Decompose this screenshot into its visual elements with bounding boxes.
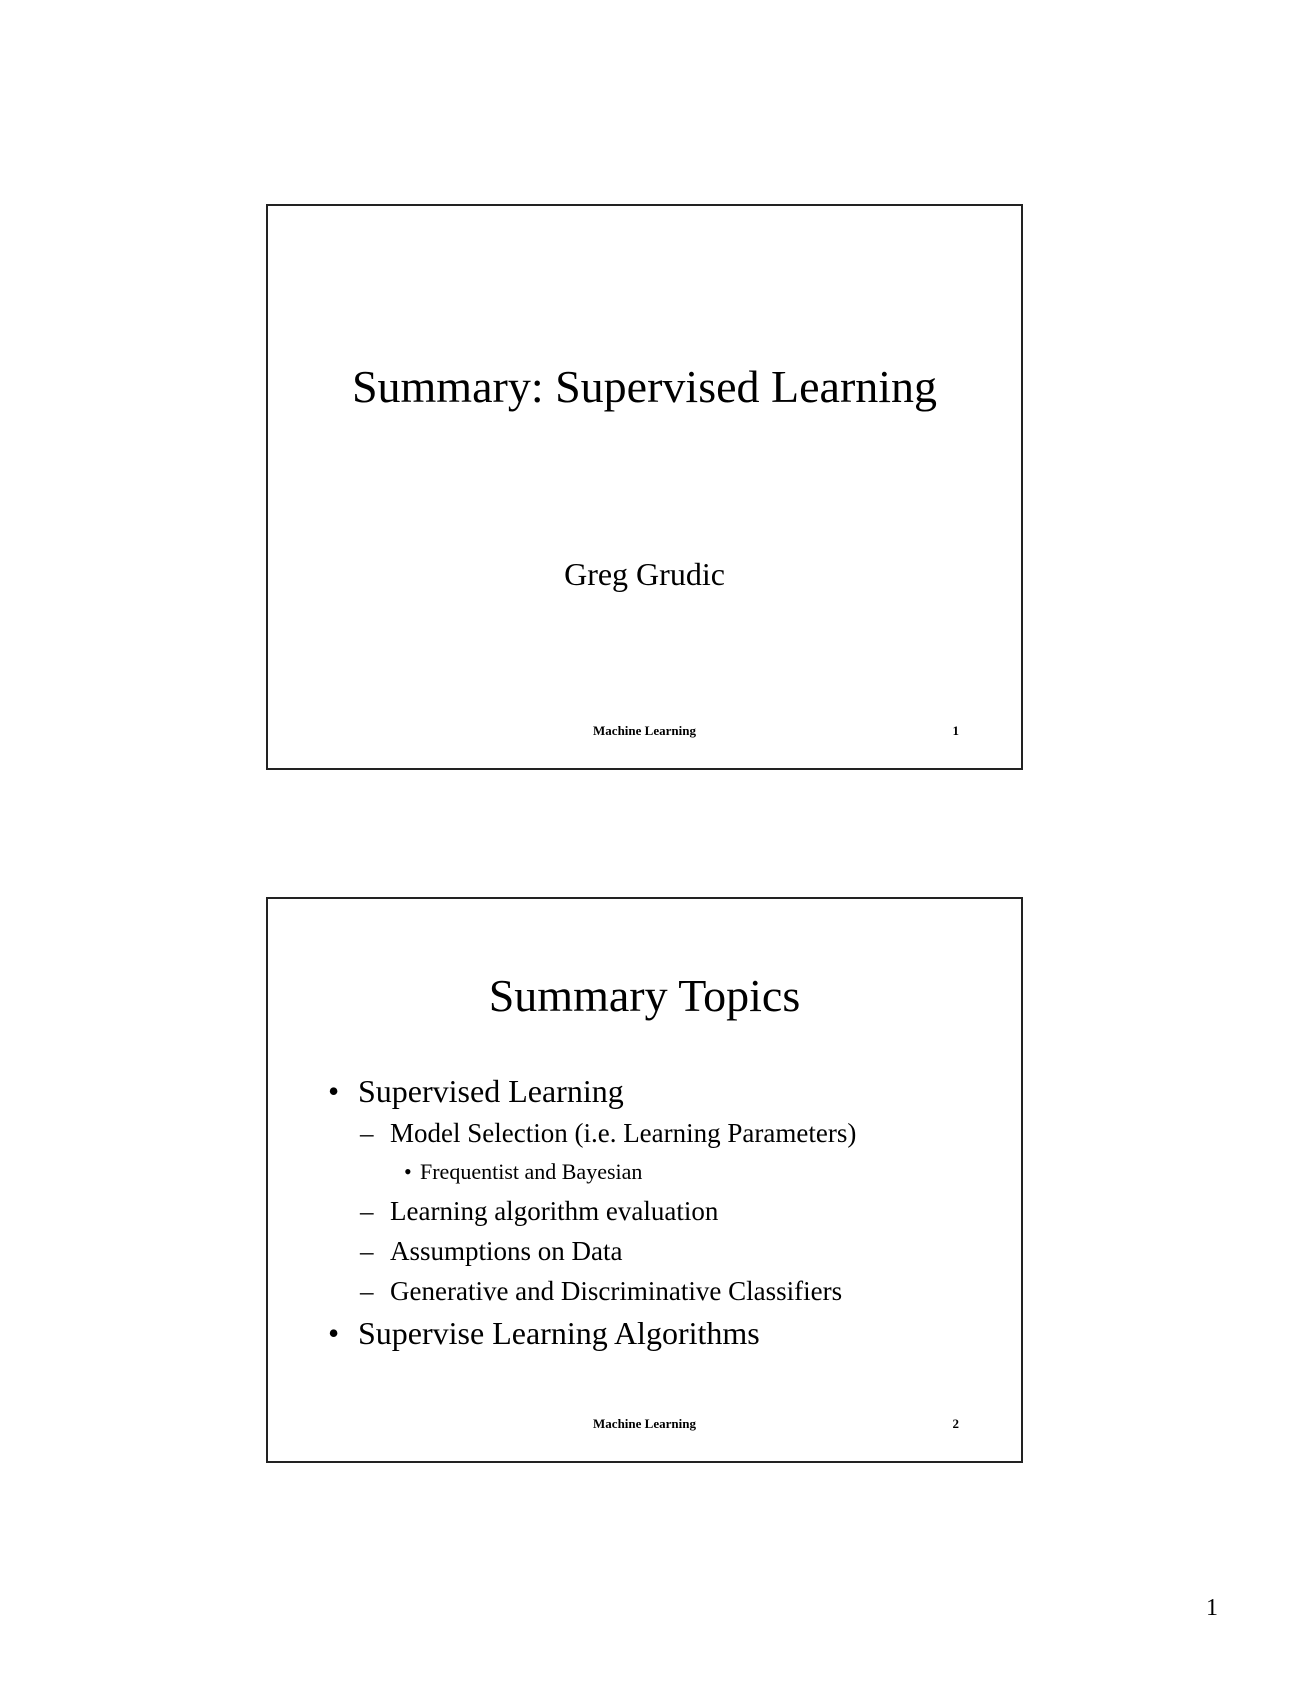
footer-label: Machine Learning xyxy=(593,723,696,738)
topic-list xyxy=(328,1069,1001,1355)
bullet-marker: • xyxy=(328,1315,340,1351)
slide-author: Greg Grudic xyxy=(564,556,725,592)
bullet-marker: • xyxy=(404,1159,412,1184)
slide-title: Summary Topics xyxy=(488,970,801,1021)
slide-number: 2 xyxy=(952,1416,959,1431)
dash-marker: – xyxy=(360,1236,374,1266)
list-item-text: Frequentist and Bayesian xyxy=(420,1159,643,1184)
list-item xyxy=(328,1271,1001,1311)
list-item xyxy=(328,1231,1001,1271)
list-item-text: Supervise Learning Algorithms xyxy=(358,1315,760,1351)
bullet-marker: • xyxy=(328,1073,340,1109)
slide-number: 1 xyxy=(952,723,959,738)
footer-label: Machine Learning xyxy=(593,1416,696,1431)
list-item-text: Supervised Learning xyxy=(358,1073,624,1109)
list-item-text: Model Selection (i.e. Learning Parameters) xyxy=(390,1118,857,1148)
list-item-text: Assumptions on Data xyxy=(390,1236,623,1266)
dash-marker: – xyxy=(360,1196,374,1226)
list-item xyxy=(328,1191,1001,1231)
list-item-text: Generative and Discriminative Classifiers xyxy=(390,1276,843,1306)
list-item xyxy=(328,1311,1001,1355)
slide-1 xyxy=(266,204,1023,770)
list-item xyxy=(328,1069,1001,1113)
dash-marker: – xyxy=(360,1276,374,1306)
list-item-text: Learning algorithm evaluation xyxy=(390,1196,719,1226)
slide-footer xyxy=(268,1416,1021,1434)
list-item xyxy=(328,1153,1001,1191)
list-item xyxy=(328,1113,1001,1153)
slide-2 xyxy=(266,897,1023,1463)
slide-footer xyxy=(268,723,1021,741)
dash-marker: – xyxy=(360,1118,374,1148)
slide-title: Summary: Supervised Learning xyxy=(351,361,938,412)
page-number: 1 xyxy=(1206,1595,1218,1621)
